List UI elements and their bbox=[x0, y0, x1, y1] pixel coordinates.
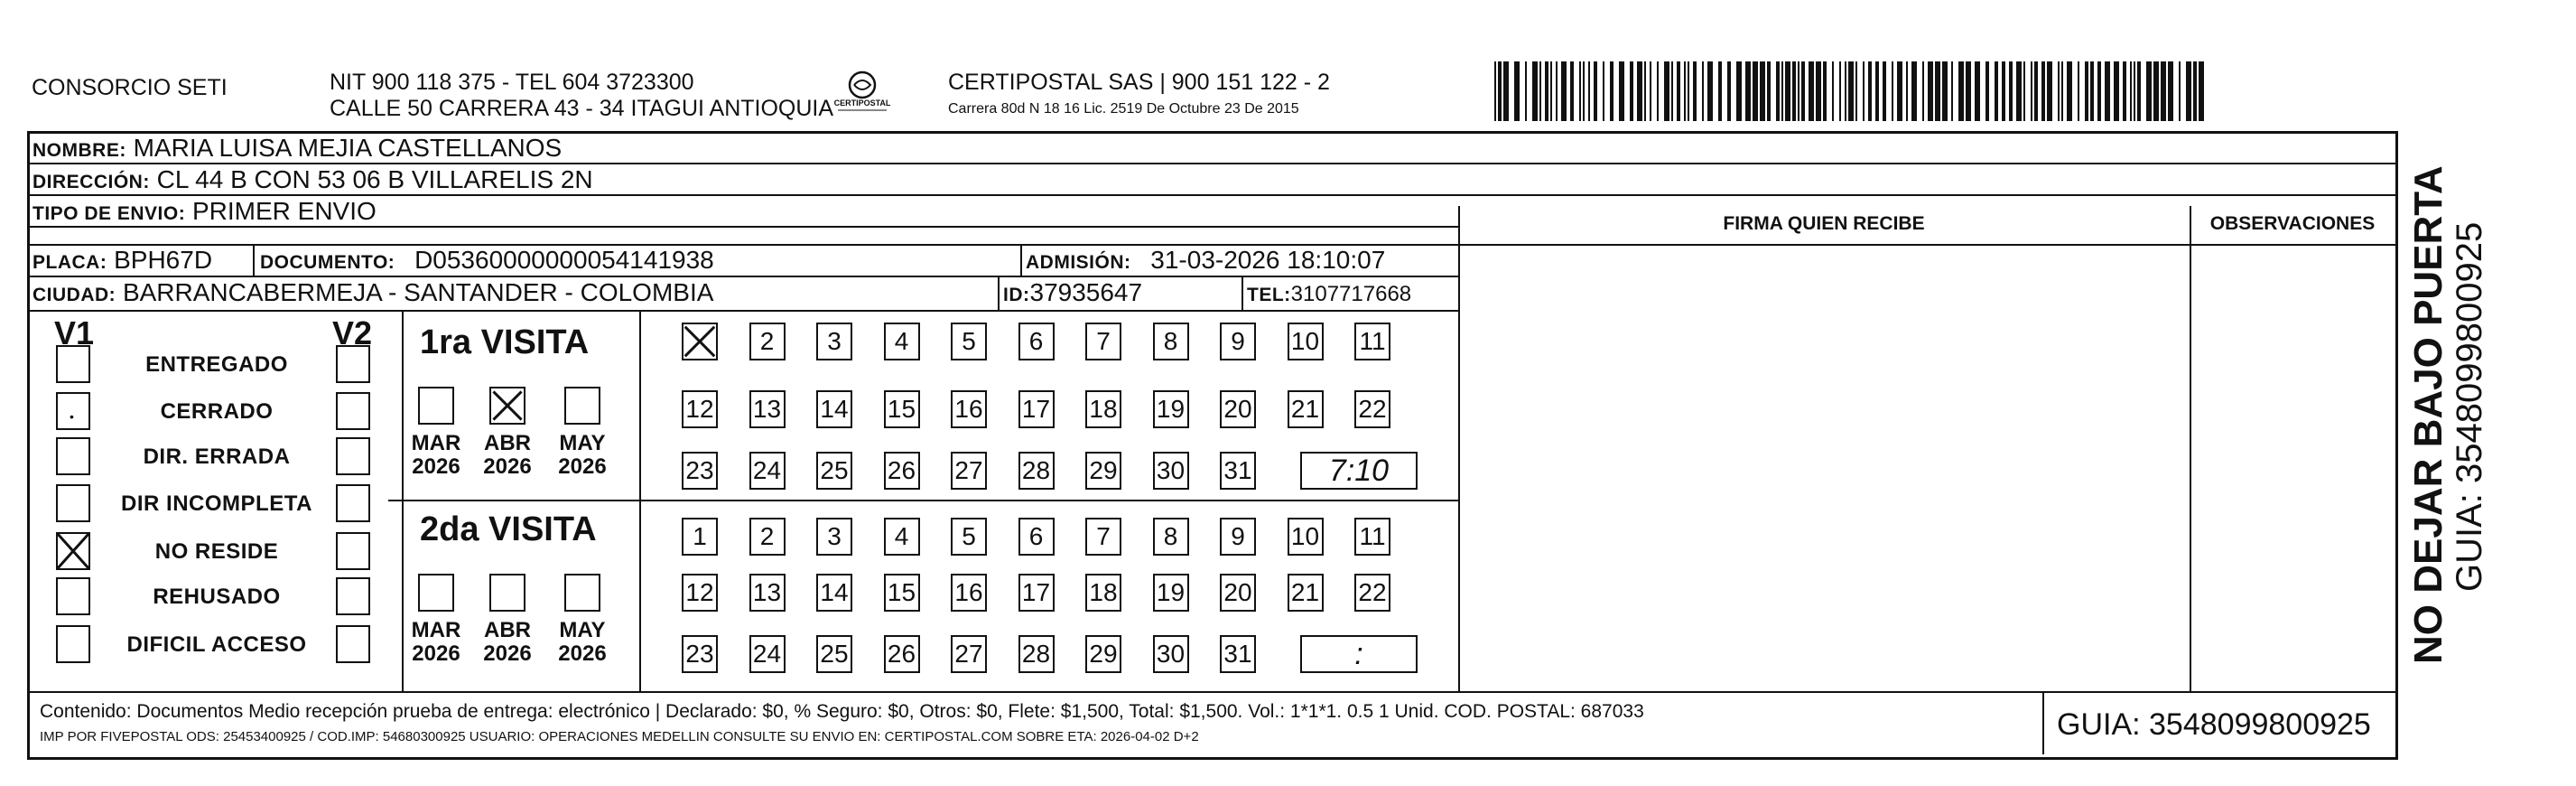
barcode-bar bbox=[2123, 61, 2126, 121]
day-checkbox[interactable]: 29 bbox=[1085, 635, 1121, 673]
tel-row bbox=[1247, 279, 1411, 311]
day-checkbox[interactable]: 5 bbox=[951, 518, 987, 556]
footer-guia: GUIA: 3548099800925 bbox=[2057, 707, 2371, 742]
day-checkbox[interactable]: 10 bbox=[1288, 518, 1324, 556]
barcode-bar bbox=[1760, 61, 1765, 121]
status-label: CERRADO bbox=[160, 399, 274, 424]
day-checkbox[interactable]: 18 bbox=[1085, 574, 1121, 612]
day-checkbox[interactable]: 24 bbox=[749, 452, 786, 490]
day-checkbox[interactable]: 8 bbox=[1153, 518, 1189, 556]
day-checkbox[interactable]: 23 bbox=[682, 635, 718, 673]
month-checkbox[interactable] bbox=[564, 574, 600, 612]
barcode-bar bbox=[2016, 61, 2022, 121]
v2-checkbox[interactable] bbox=[336, 625, 370, 663]
v2-header: V2 bbox=[332, 314, 373, 351]
month-name: ABR bbox=[484, 618, 531, 642]
barcode-bar bbox=[1883, 61, 1886, 121]
barcode-bar bbox=[1995, 61, 1998, 121]
barcode-bar bbox=[2193, 61, 2197, 121]
barcode-bar bbox=[2130, 61, 2132, 121]
tel-value: 3107717668 bbox=[1290, 282, 1412, 306]
certipostal-logo-icon bbox=[831, 70, 894, 117]
month-label bbox=[405, 619, 468, 666]
barcode-bar bbox=[2031, 61, 2032, 121]
barcode-bar bbox=[1848, 61, 1854, 121]
barcode-bar bbox=[2061, 61, 2063, 121]
day-checkbox[interactable]: 15 bbox=[884, 574, 920, 612]
admision-row bbox=[1026, 245, 1385, 278]
barcode-bar bbox=[2137, 61, 2141, 121]
barcode-bar bbox=[1583, 61, 1585, 121]
barcode-bar bbox=[2078, 61, 2079, 121]
day-checkbox[interactable]: 13 bbox=[749, 574, 786, 612]
barcode-bar bbox=[1657, 61, 1659, 121]
barcode-bar bbox=[1539, 61, 1541, 121]
barcode-bar bbox=[1832, 61, 1834, 121]
month-name: ABR bbox=[484, 431, 531, 455]
day-checkbox[interactable]: 2 bbox=[749, 518, 786, 556]
barcode-bar bbox=[1875, 61, 1879, 121]
documento-label: DOCUMENTO: bbox=[260, 252, 395, 273]
nombre-row bbox=[33, 133, 562, 166]
barcode-bar bbox=[2179, 61, 2181, 121]
certipostal-line: CERTIPOSTAL SAS | 900 151 122 - 2 bbox=[948, 70, 1330, 95]
day-checkbox[interactable]: 20 bbox=[1220, 390, 1256, 428]
month-checkbox[interactable] bbox=[418, 574, 454, 612]
month-year: 2026 bbox=[483, 641, 532, 666]
day-checkbox[interactable]: 3 bbox=[816, 323, 852, 360]
barcode-bar bbox=[2047, 61, 2052, 121]
v2-checkbox[interactable] bbox=[336, 392, 370, 430]
day-checkbox[interactable]: 4 bbox=[884, 518, 920, 556]
address-line: CALLE 50 CARRERA 43 - 34 ITAGUI ANTIOQUIA bbox=[330, 96, 834, 121]
barcode-bar bbox=[1951, 61, 1953, 121]
day-checkbox[interactable]: 7 bbox=[1085, 323, 1121, 360]
barcode-bar bbox=[1494, 61, 1496, 121]
day-checkbox[interactable]: 5 bbox=[951, 323, 987, 360]
barcode-bar bbox=[1688, 61, 1689, 121]
month-year: 2026 bbox=[412, 454, 460, 479]
month-year: 2026 bbox=[483, 454, 532, 479]
barcode-bar bbox=[1561, 61, 1567, 121]
time-field[interactable]: : bbox=[1300, 635, 1418, 673]
status-label: DIR. ERRADA bbox=[143, 444, 291, 469]
day-checkbox[interactable]: 19 bbox=[1153, 574, 1189, 612]
day-checkbox[interactable]: 4 bbox=[884, 323, 920, 360]
admision-label: ADMISIÓN: bbox=[1026, 252, 1131, 273]
barcode-bar bbox=[1792, 61, 1796, 121]
status-label: DIR INCOMPLETA bbox=[121, 491, 312, 516]
day-checkbox[interactable]: 28 bbox=[1018, 452, 1055, 490]
pen-mark: • bbox=[70, 409, 74, 424]
barcode-bar bbox=[1684, 61, 1686, 121]
barcode-bar bbox=[1644, 61, 1646, 121]
day-checkbox[interactable]: 17 bbox=[1018, 574, 1055, 612]
barcode-bar bbox=[1753, 61, 1758, 121]
day-checkbox[interactable]: 1 bbox=[682, 518, 718, 556]
day-checkbox[interactable]: 25 bbox=[816, 635, 852, 673]
barcode-bar bbox=[1594, 61, 1597, 121]
barcode-bar bbox=[1693, 61, 1697, 121]
day-checkbox[interactable]: 7 bbox=[1085, 518, 1121, 556]
barcode-bar bbox=[1532, 61, 1538, 121]
day-checkbox[interactable]: 2 bbox=[749, 323, 786, 360]
barcode-bar bbox=[1619, 61, 1624, 121]
barcode-bar bbox=[1610, 61, 1613, 121]
status-label: ENTREGADO bbox=[145, 352, 288, 377]
barcode-bar bbox=[1579, 61, 1581, 121]
documento-value: D05360000000054141938 bbox=[414, 246, 714, 274]
day-checkbox[interactable]: 11 bbox=[1354, 323, 1390, 360]
certipostal-logo bbox=[831, 70, 894, 117]
barcode-bar bbox=[1650, 61, 1651, 121]
barcode-bar bbox=[1671, 61, 1673, 121]
barcode-bar bbox=[1514, 61, 1520, 121]
day-checkbox[interactable]: 18 bbox=[1085, 390, 1121, 428]
day-checkbox[interactable]: 3 bbox=[816, 518, 852, 556]
barcode-bar bbox=[1845, 61, 1846, 121]
month-year: 2026 bbox=[412, 641, 460, 666]
day-checkbox[interactable]: 13 bbox=[749, 390, 786, 428]
month-label bbox=[551, 619, 614, 666]
day-checkbox[interactable]: 8 bbox=[1153, 323, 1189, 360]
no-dejar-bajo-puerta: NO DEJAR BAJO PUERTA bbox=[2406, 165, 2450, 664]
barcode-bar bbox=[1736, 61, 1742, 121]
barcode-bar bbox=[1798, 61, 1799, 121]
placa-value: BPH67D bbox=[114, 246, 213, 274]
barcode-bar bbox=[2114, 61, 2119, 121]
month-name: MAY bbox=[559, 431, 606, 455]
barcode bbox=[1494, 61, 2212, 121]
v2-checkbox[interactable] bbox=[336, 484, 370, 522]
day-checkbox[interactable]: 12 bbox=[682, 574, 718, 612]
barcode-bar bbox=[2002, 61, 2005, 121]
barcode-bar bbox=[2199, 61, 2204, 121]
month-name: MAR bbox=[411, 618, 461, 642]
license-line: Carrera 80d N 18 16 Lic. 2519 De Octubre 23 De 2015 bbox=[948, 101, 1299, 117]
barcode-bar bbox=[2134, 61, 2135, 121]
month-year: 2026 bbox=[558, 641, 607, 666]
observaciones-header: OBSERVACIONES bbox=[2209, 213, 2376, 234]
barcode-bar bbox=[1785, 61, 1790, 121]
day-checkbox[interactable]: 24 bbox=[749, 635, 786, 673]
barcode-bar bbox=[2097, 61, 2101, 121]
v2-checkbox[interactable] bbox=[336, 577, 370, 615]
day-checkbox[interactable]: 6 bbox=[1018, 518, 1055, 556]
month-label bbox=[476, 619, 539, 666]
barcode-bar bbox=[1935, 61, 1940, 121]
day-checkbox[interactable]: 31 bbox=[1220, 452, 1256, 490]
barcode-bar bbox=[1556, 61, 1558, 121]
direccion-value: CL 44 B CON 53 06 B VILLARELIS 2N bbox=[156, 165, 593, 193]
barcode-bar bbox=[1767, 61, 1771, 121]
day-checkbox[interactable]: 19 bbox=[1153, 390, 1189, 428]
barcode-bar bbox=[2023, 61, 2025, 121]
day-checkbox[interactable]: 14 bbox=[816, 390, 852, 428]
barcode-graphic bbox=[1494, 61, 2212, 121]
barcode-bar bbox=[1906, 61, 1908, 121]
barcode-bar bbox=[1718, 61, 1722, 121]
barcode-bar bbox=[1928, 61, 1933, 121]
barcode-bar bbox=[1637, 61, 1642, 121]
barcode-bar bbox=[2041, 61, 2045, 121]
id-value: 37935647 bbox=[1029, 278, 1143, 306]
barcode-bar bbox=[1911, 61, 1917, 121]
day-checkbox[interactable] bbox=[682, 323, 718, 360]
day-checkbox[interactable]: 22 bbox=[1354, 574, 1390, 612]
day-checkbox[interactable]: 27 bbox=[951, 452, 987, 490]
footer-content-line: Contenido: Documentos Medio recepción prueba de entrega: electrónico | Declarado: $0, % Seguro: $0, Otros: $0, Flete: $1,500, Total: $1,500. Vol.: 1*1*1. 0.5 1 Unid. COD. POSTAL: 687033 bbox=[40, 701, 1644, 722]
firma-header: FIRMA QUIEN RECIBE bbox=[1723, 213, 1925, 234]
month-name: MAY bbox=[559, 618, 606, 642]
day-checkbox[interactable]: 28 bbox=[1018, 635, 1055, 673]
day-checkbox[interactable]: 22 bbox=[1354, 390, 1390, 428]
barcode-bar bbox=[1664, 61, 1669, 121]
footer-info-line: IMP POR FIVEPOSTAL ODS: 25453400925 / COD.IMP: 54680300925 USUARIO: OPERACIONES MEDELLIN CONSULTE SU ENVIO EN: CERTIPOSTAL.COM SOBRE ETA: 2026-04-02 D+2 bbox=[40, 729, 1199, 744]
company-name: CONSORCIO SETI bbox=[32, 75, 228, 100]
barcode-bar bbox=[2067, 61, 2072, 121]
month-checkbox[interactable] bbox=[489, 387, 525, 425]
placa-row bbox=[33, 245, 212, 278]
barcode-bar bbox=[1498, 61, 1502, 121]
v1-header: V1 bbox=[54, 314, 95, 351]
day-checkbox[interactable]: 30 bbox=[1153, 635, 1189, 673]
barcode-bar bbox=[1503, 61, 1509, 121]
barcode-bar bbox=[1809, 61, 1814, 121]
tel-label: TEL: bbox=[1247, 285, 1291, 305]
day-checkbox[interactable]: 10 bbox=[1288, 323, 1324, 360]
day-checkbox[interactable]: 11 bbox=[1354, 518, 1390, 556]
barcode-bar bbox=[2085, 61, 2088, 121]
barcode-bar bbox=[1776, 61, 1780, 121]
barcode-bar bbox=[2034, 61, 2038, 121]
day-checkbox[interactable]: 23 bbox=[682, 452, 718, 490]
day-checkbox[interactable]: 9 bbox=[1220, 518, 1256, 556]
barcode-bar bbox=[1863, 61, 1865, 121]
barcode-bar bbox=[2105, 61, 2110, 121]
barcode-bar bbox=[1975, 61, 1980, 121]
day-checkbox[interactable]: 16 bbox=[951, 390, 987, 428]
barcode-bar bbox=[1550, 61, 1552, 121]
day-checkbox[interactable]: 27 bbox=[951, 635, 987, 673]
barcode-bar bbox=[1823, 61, 1827, 121]
barcode-bar bbox=[2186, 61, 2191, 121]
day-checkbox[interactable]: 25 bbox=[816, 452, 852, 490]
tipo-value: PRIMER ENVIO bbox=[191, 197, 377, 225]
barcode-bar bbox=[1588, 61, 1590, 121]
month-name: MAR bbox=[411, 431, 461, 455]
month-checkbox[interactable] bbox=[418, 387, 454, 425]
second-visit-title: 2da VISITA bbox=[420, 510, 597, 548]
day-checkbox[interactable]: 21 bbox=[1288, 574, 1324, 612]
barcode-bar bbox=[1630, 61, 1633, 121]
day-checkbox[interactable]: 31 bbox=[1220, 635, 1256, 673]
day-checkbox[interactable]: 14 bbox=[816, 574, 852, 612]
direccion-label: DIRECCIÓN: bbox=[33, 172, 150, 192]
barcode-bar bbox=[2058, 61, 2060, 121]
status-label: REHUSADO bbox=[153, 585, 281, 609]
barcode-bar bbox=[1855, 61, 1857, 121]
tipo-label: TIPO DE ENVIO: bbox=[33, 203, 186, 224]
barcode-bar bbox=[1892, 61, 1893, 121]
barcode-bar bbox=[2161, 61, 2166, 121]
documento-row bbox=[260, 245, 714, 278]
month-label bbox=[476, 432, 539, 479]
month-year: 2026 bbox=[558, 454, 607, 479]
barcode-bar bbox=[1985, 61, 1989, 121]
nit-line: NIT 900 118 375 - TEL 604 3723300 bbox=[330, 70, 694, 95]
barcode-bar bbox=[2153, 61, 2159, 121]
time-field[interactable]: 7:10 bbox=[1300, 452, 1418, 490]
barcode-bar bbox=[1958, 61, 1964, 121]
first-visit-title: 1ra VISITA bbox=[420, 323, 590, 361]
day-checkbox[interactable]: 29 bbox=[1085, 452, 1121, 490]
nombre-value: MARIA LUISA MEJIA CASTELLANOS bbox=[133, 134, 563, 162]
day-checkbox[interactable]: 6 bbox=[1018, 323, 1055, 360]
day-checkbox[interactable]: 21 bbox=[1288, 390, 1324, 428]
barcode-bar bbox=[1545, 61, 1548, 121]
barcode-bar bbox=[1839, 61, 1841, 121]
day-checkbox[interactable]: 20 bbox=[1220, 574, 1256, 612]
barcode-bar bbox=[1942, 61, 1948, 121]
tipo-row bbox=[33, 196, 377, 229]
ciudad-value: BARRANCABERMEJA - SANTANDER - COLOMBIA bbox=[122, 278, 714, 306]
month-checkbox[interactable] bbox=[564, 387, 600, 425]
side-guia: GUIA: 3548099800925 bbox=[2450, 221, 2489, 592]
day-checkbox[interactable]: 26 bbox=[884, 635, 920, 673]
month-checkbox[interactable] bbox=[489, 574, 525, 612]
direccion-row bbox=[33, 164, 593, 198]
month-label bbox=[551, 432, 614, 479]
ciudad-label: CIUDAD: bbox=[33, 285, 116, 305]
id-label: ID: bbox=[1003, 285, 1030, 305]
barcode-bar bbox=[2168, 61, 2173, 121]
month-label bbox=[405, 432, 468, 479]
day-checkbox[interactable]: 12 bbox=[682, 390, 718, 428]
ciudad-row bbox=[33, 277, 713, 311]
barcode-bar bbox=[1897, 61, 1902, 121]
day-checkbox[interactable]: 16 bbox=[951, 574, 987, 612]
nombre-label: NOMBRE: bbox=[33, 140, 126, 161]
admision-value: 31-03-2026 18:10:07 bbox=[1150, 246, 1386, 274]
day-checkbox[interactable]: 17 bbox=[1018, 390, 1055, 428]
day-checkbox[interactable]: 26 bbox=[884, 452, 920, 490]
barcode-bar bbox=[1702, 61, 1704, 121]
logo-text: CERTIPOSTAL bbox=[833, 98, 891, 108]
barcode-bar bbox=[1801, 61, 1805, 121]
id-row bbox=[1003, 277, 1142, 311]
barcode-bar bbox=[1677, 61, 1680, 121]
barcode-bar bbox=[1966, 61, 1971, 121]
barcode-bar bbox=[1868, 61, 1872, 121]
barcode-bar bbox=[1745, 61, 1751, 121]
v2-checkbox[interactable] bbox=[336, 345, 370, 383]
barcode-bar bbox=[1781, 61, 1783, 121]
barcode-bar bbox=[1525, 61, 1527, 121]
v2-checkbox[interactable] bbox=[336, 532, 370, 570]
status-label: NO RESIDE bbox=[154, 539, 279, 564]
day-checkbox[interactable]: 15 bbox=[884, 390, 920, 428]
barcode-bar bbox=[1707, 61, 1713, 121]
barcode-bar bbox=[2009, 61, 2013, 121]
barcode-bar bbox=[1603, 61, 1604, 121]
barcode-bar bbox=[1816, 61, 1821, 121]
day-checkbox[interactable]: 30 bbox=[1153, 452, 1189, 490]
barcode-bar bbox=[2090, 61, 2094, 121]
v2-checkbox[interactable] bbox=[336, 437, 370, 475]
barcode-bar bbox=[1922, 61, 1924, 121]
placa-label: PLACA: bbox=[33, 252, 107, 273]
barcode-bar bbox=[1570, 61, 1574, 121]
status-label: DIFICIL ACCESO bbox=[126, 632, 307, 657]
day-checkbox[interactable]: 9 bbox=[1220, 323, 1256, 360]
barcode-bar bbox=[2146, 61, 2152, 121]
barcode-bar bbox=[1727, 61, 1731, 121]
